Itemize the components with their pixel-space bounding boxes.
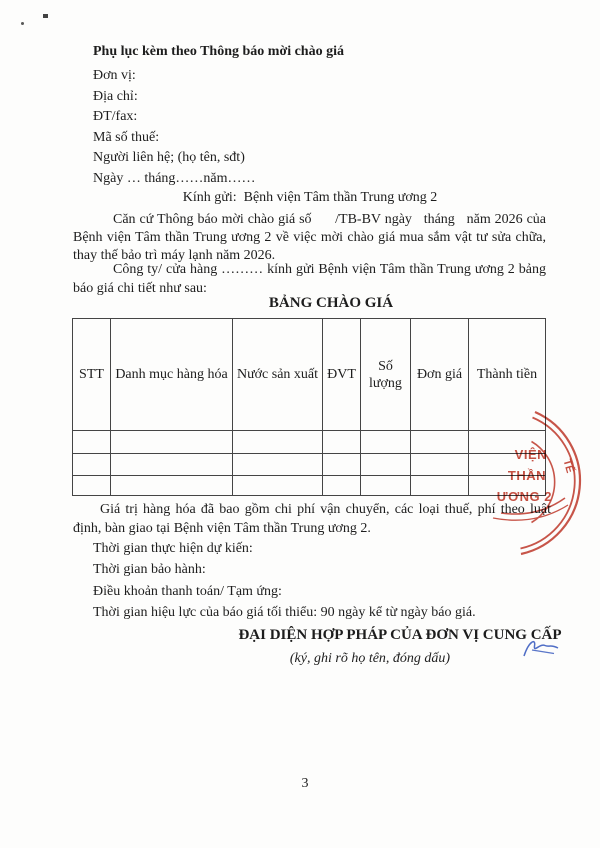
- intro-paragraph: Căn cứ Thông báo mời chào giá số /TB-BV ngày tháng năm 2026 của Bệnh viện Tâm thần Trung ương 2 về việc mời chào giá mua sắm vật tư sửa chữa, thay thế bảo trì máy lạnh năm 2026.: [73, 212, 546, 264]
- table-row: [73, 431, 546, 454]
- stamp-text-uong2: ƯƠNG 2: [496, 489, 552, 504]
- stamp-text-te: TẾ: [560, 457, 576, 475]
- quote-table: [72, 318, 546, 496]
- contact-info-fields: [93, 66, 256, 190]
- field-ma-so-thue: Mã số thuế:: [93, 129, 160, 145]
- stamp-text-vien: VIỆN: [514, 447, 547, 462]
- term-bao-hanh: Thời gian bảo hành:: [93, 562, 206, 578]
- terms-lines: [93, 538, 476, 623]
- recipient-line: Kính gửi: Bệnh viện Tâm thần Trung ương 2: [182, 190, 438, 205]
- col-stt: STT: [73, 319, 111, 431]
- company-paragraph: Công ty/ cửa hàng ……… kính gửi Bệnh viện Tâm thần Trung ương 2 bảng báo giá chi tiết như sau:: [73, 262, 546, 296]
- table-row: [73, 476, 546, 496]
- appendix-title: Phụ lục kèm theo Thông báo mời chào giá: [93, 44, 344, 59]
- value-note-paragraph: Giá trị hàng hóa đã bao gồm chi phí vận chuyển, các loại thuế, phí theo luật định, bàn giao tại Bệnh viện Tâm thần Trung ương 2.: [73, 502, 551, 536]
- col-nuoc-san-xuat: Nước sản xuất: [233, 319, 323, 431]
- field-dt-fax: ĐT/fax:: [93, 109, 138, 125]
- scan-artifact-dot: [21, 22, 24, 25]
- scan-artifact-dot: [43, 14, 48, 18]
- table-header-row: [73, 319, 546, 431]
- signature-block-title: ĐẠI DIỆN HỢP PHÁP CỦA ĐƠN VỊ CUNG CẤP: [238, 627, 562, 643]
- quote-table-title: BẢNG CHÀO GIÁ: [268, 295, 394, 311]
- table-row: [73, 454, 546, 476]
- page-number: 3: [301, 776, 309, 791]
- term-thanh-toan: Điều khoản thanh toán/ Tạm ứng:: [93, 583, 282, 599]
- field-don-vi: Đơn vị:: [93, 68, 136, 83]
- field-ngay-thang-nam: Ngày … tháng……năm……: [93, 170, 256, 186]
- signature-block-note: (ký, ghi rõ họ tên, đóng dấu): [289, 651, 451, 666]
- signature-scribble: [519, 636, 565, 664]
- col-don-gia: Đơn giá: [411, 319, 469, 431]
- col-dvt: ĐVT: [323, 319, 361, 431]
- field-dia-chi: Địa chỉ:: [93, 88, 138, 104]
- stamp-text-than: THẦN: [507, 468, 546, 483]
- col-thanh-tien: Thành tiền: [469, 319, 546, 431]
- term-hieu-luc: Thời gian hiệu lực của báo giá tối thiểu: 90 ngày kể từ ngày báo giá.: [93, 604, 476, 620]
- term-thoi-gian-thuc-hien: Thời gian thực hiện dự kiến:: [93, 541, 253, 556]
- field-nguoi-lien-he: Người liên hệ; (họ tên, sđt): [93, 150, 245, 166]
- col-danh-muc: Danh mục hàng hóa: [111, 319, 233, 431]
- col-so-luong: Số lượng: [361, 319, 411, 431]
